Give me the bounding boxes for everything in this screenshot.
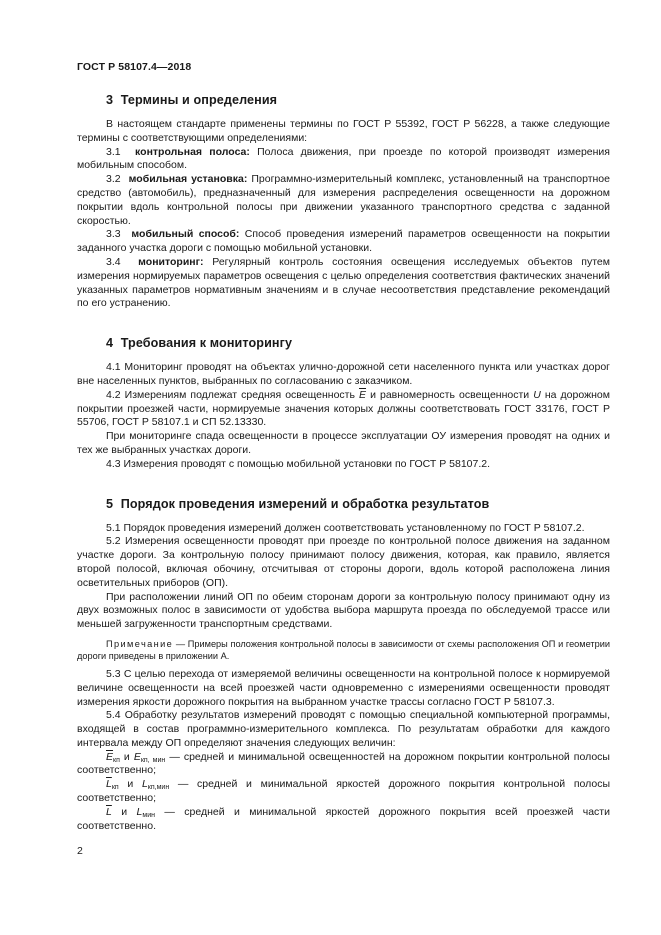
clause-5-3: 5.3 С целью перехода от измеряемой величины освещенности на контрольной полосе к нормируемой величине освещенности на всей проезжей части одновременно с измерениями освещенности проводят измерения яркости дорожного покрытия на выбранном участке трассы согласно ГОСТ Р 58107.3. [77,667,610,708]
term-3-1: 3.1 контрольная полоса: Полоса движения, при проезде по которой производят измерения мобильным способом. [77,145,610,172]
term-name: мобильный способ: [131,228,240,241]
term-name: мобильная установка: [128,173,248,186]
term-definition: Способ проведения измерений параметров освещенности на покрытии заданного участка дороги с помощью мобильной установки. [77,228,610,255]
section-3-heading [77,92,610,108]
symbol-u: U [533,388,541,401]
quantity-e: $\overline{E}_{кп}$ и $E_{кп, мин}$ — средней и минимальной освещенностей на дорожном покрытии контрольной полосы соответственно; [77,750,610,777]
term-3-2: 3.2 мобильная установка: Программно-измерительный комплекс, установленный на транспортное средство (автомобиль), предназначенный для измерения распределения освещенности на дорожном покрытии вдоль контрольной полосы при движении указанного транспортного средства с заданной скоростью. [77,173,610,227]
quantity-l-road: $\overline{L}$ и $L_{мин}$ — средней и минимальной яркостей дорожного покрытия всей проезжей части соответственно. [77,805,610,832]
section-title: Термины и определения [120,93,278,107]
clause-5-1: 5.1 Порядок проведения измерений должен соответствовать установленному по ГОСТ Р 58107.2. [106,521,585,534]
clause-4-2: 4.2 Измерениям подлежат средняя освещенность $\overline{E}$ и равномерность освещенности U на дорожном покрытии проезжей части, нормируемые значения которых должны соответствовать ГОСТ 33176, ГОСТ Р 55706, ГОСТ Р 58107.1 и СП 52.13330. [77,388,610,429]
term-name: контрольная полоса: [135,145,250,158]
section-number: 3 [106,93,114,107]
clause-5-2: 5.2 Измерения освещенности проводят при проезде по контрольной полосе движения на заданном участке дороги. За контрольную полосу принимают полосу движения, которая, как правило, является второй полосой, включая обочину, отсчитывая от стороны дороги, вдоль которой расположена линия осветительных приборов (ОП). [77,535,610,589]
section-title: Порядок проведения измерений и обработка результатов [120,496,490,511]
note-text: — Примеры положения контрольной полосы в зависимости от схемы расположения ОП и геометрии дороги приведены в приложении А. [77,638,610,661]
section-3-intro: В настоящем стандарте применены термины по ГОСТ Р 55392, ГОСТ Р 56228, а также следующие термины с соответствующими определениями: [77,118,610,144]
page-number: 2 [77,845,83,857]
clause-4-1: 4.1 Мониторинг проводят на объектах улично-дорожной сети населенного пункта или участках дорог вне населенных пунктов, выбранных по согласованию с заказчиком. [77,361,610,387]
clause-5-2-continued: При расположении линий ОП по обеим сторонам дороги за контрольную полосу принимают одну из двух возможных полос в зависимости от удобства выбора маршрута проезда по обследуемой трассе или меньшей загруженности транспортным средствами. [77,590,610,631]
note-label: Примечание [106,638,174,649]
page-content [77,92,610,833]
note [77,638,610,662]
symbol-e-mean: $\overline{E}$ [359,388,367,401]
quantity-l-control: $\overline{L}_{кп}$ и $L_{кп,мин}$ — средней и минимальной яркостей дорожного покрытия контрольной полосы соответственно; [77,778,611,805]
term-definition: Программно-измерительный комплекс, установленный на транспортное средство (автомобиль), предназначенный для измерения распределения освещенности на дорожном покрытии вдоль контрольной полосы при движении указанного транспортного средства с заданной скоростью. [77,173,610,227]
term-definition: Регулярный контроль состояния освещения исследуемых объектов путем измерения нормируемых параметров освещения с целью определения соответствия фактических значений указанных параметров нормативным значениям и в случае несоответствия представление рекомендаций по его устранению. [77,255,610,310]
clause-4-3: 4.3 Измерения проводят с помощью мобильной установки по ГОСТ Р 58107.2. [106,457,491,470]
section-title: Требования к мониторингу [120,336,293,351]
term-3-3: 3.3 мобильный способ: Способ проведения измерений параметров освещенности на покрытии заданного участка дороги с помощью мобильной установки. [77,228,610,255]
term-definition: Полоса движения, при проезде по которой производят измерения мобильным способом. [77,145,610,172]
section-4-heading [77,335,610,351]
clause-4-2-note: При мониторинге спада освещенности в процессе эксплуатации ОУ измерения проводят на одних и тех же выбранных участках дороги. [77,430,610,456]
clause-5-4: 5.4 Обработку результатов измерений проводят с помощью специальной компьютерной программы, входящей в состав программно-измерительного комплекса. По результатам обработки для каждого интервала между ОП определяют значения следующих величин: [77,709,610,749]
section-number: 4 [106,336,114,351]
term-name: мониторинг: [138,255,204,268]
section-number: 5 [106,496,114,511]
section-5-heading [77,496,610,512]
term-3-4: 3.4 мониторинг: Регулярный контроль состояния освещения исследуемых объектов путем измерения нормируемых параметров освещения с целью определения соответствия фактических значений указанных параметров нормативным значениям и в случае несоответствия представление рекомендаций по его устранению. [77,255,610,310]
running-header: ГОСТ Р 58107.4—2018 [77,61,192,73]
